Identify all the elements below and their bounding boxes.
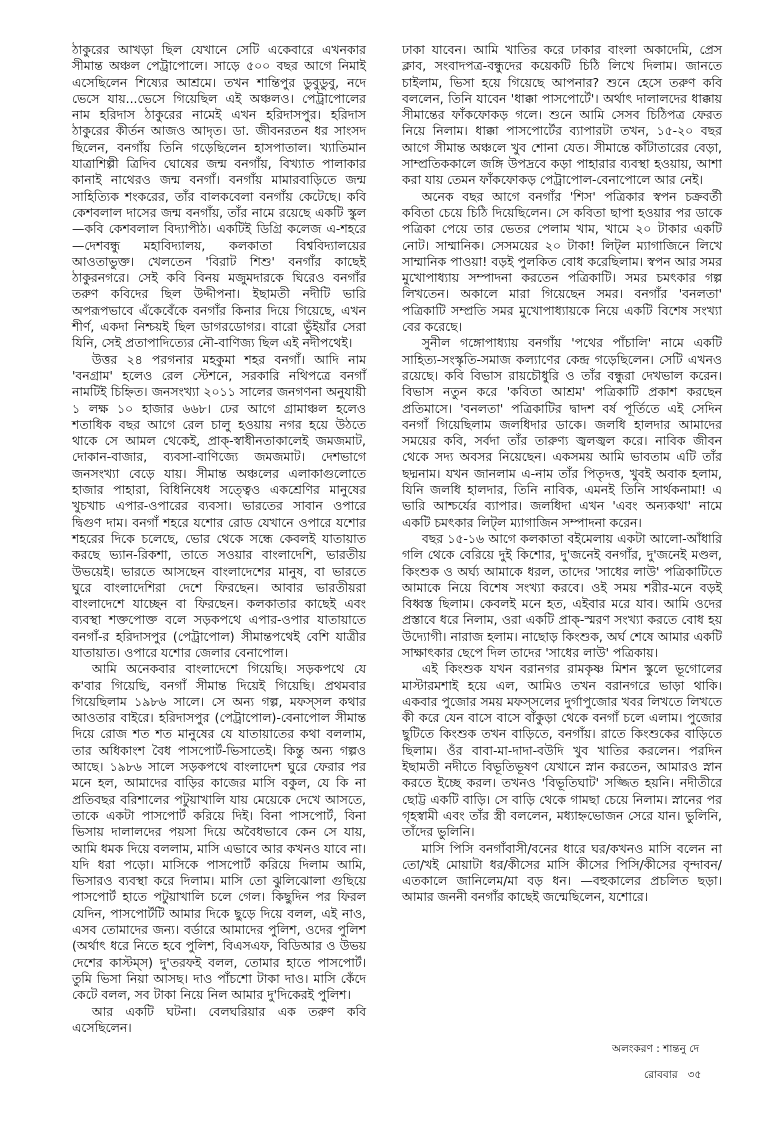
paragraph: আমি অনেকবার বাংলাদেশে গিয়েছি। সড়কপথে যে ক'বার গিয়েছি, বনগাঁ সীমান্ত দিয়েই গিয়েছি। প্রথমবার গিয়েছিলাম ১৯৮৬ সালে। সে অন্য গল্প, মফস্‌সল কথার আওতার বাইরে। হরিদাসপুর (পেট্রাপোল)-বেনাপোল সীমান্ত দিয়ে রোজ শত শত মানুষের যে যাতায়াতের কথা বললাম, তার অধিকাংশ বৈধ পাসপোর্ট-ভিসাতেই। কিন্তু অন্য গল্পও আছে। ১৯৮৬ সালে সড়কপথে বাংলাদেশ ঘুরে ফেরার পর মনে হল, আমাদের বাড়ির কাজের মাসি বকুল, যে কি না প্রতিবছর বরিশালের পটুয়াখালি যায় মেয়েকে দেখে আসতে, তাকে একটা পাসপোর্ট করিয়ে দিই। বিনা পাসপোর্ট, বিনা ভিসায় দালালদের পয়সা দিয়ে অবৈধভাবে কেন সে যায়, আমি ধমক দিয়ে বললাম, মাসি এভাবে আর কখনও যাবে না। যদি ধরা পড়ো। মাসিকে পাসপোর্ট করিয়ে দিলাম আমি, ভিসারও ব্যবস্থা করে দিলাম। মাসি তো ঝুলিঝোলা গুছিয়ে পাসপোর্ট হাতে পটুয়াখালি চলে গেল। কিছুদিন পর ফিরল যেদিন, পাসপোর্টটি আমার দিকে ছুড়ে দিয়ে বলল, এই নাও, এসব তোমাদের জন্য। বর্ডারে আমাদের পুলিশ, ওদের পুলিশ (অর্থাৎ ধরে নিতে হবে পুলিশ, বিএসএফ, বিডিআর ও উভয় দেশের কাস্টম্‌স) দু'তরফই বলল, তোমার হাতে পাসপোর্ট। তুমি ভিসা নিয়া আসছ। দাও পাঁচশো টাকা দাও। মাসি কেঁদে কেটে বলল, সব টাকা নিয়ে নিল আমার দু'দিকেরই পুলিশ।: [72, 661, 366, 1003]
paragraph: এই কিংশুক যখন বরানগর রামকৃষ্ণ মিশন স্কুলে ভূগোলের মাস্টারমশাই হয়ে এল, আমিও তখন বরানগরে ভাড়া থাকি। একবার পুজোর সময় মফস্‌সলের দুর্গাপুজোর খবর লিখতে লিখতে কী করে যেন বাসে বাসে বাঁকুড়া থেকে বনগাঁ চলে এলাম। পুজোর ছুটিতে কিংশুক তখন বাড়িতে, বনগাঁয়। রাতে কিংশুকের বাড়িতে ছিলাম। ওঁর বাবা-মা-দাদা-বউদি খুব খাতির করলেন। পরদিন ইছামতী নদীতে বিভূতিভূষণ যেখানে স্নান করতেন, আমারও স্নান করতে ইচ্ছে করল। তখনও 'বিভূতিঘাট' সজ্জিত হয়নি। নদীতীরে ছোট্ট একটি বাড়ি। সে বাড়ি থেকে গামছা চেয়ে নিলাম। স্নানের পর গৃহস্বামী এবং তাঁর স্ত্রী বললেন, মধ্যাহ্নভোজন সেরে যান। ভুলিনি, তাঁদের ভুলিনি।: [402, 661, 722, 840]
article-column-left: [72, 42, 366, 1036]
paragraph: সুনীল গঙ্গোপাধ্যায় বনগাঁয় 'পথের পাঁচালি' নামে একটি সাহিত্য-সংস্কৃতি-সমাজ কল্যাণের কেন্দ্র গড়েছিলেন। সেটি এখনও রয়েছে। কবি বিভাস রায়চৌধুরি ও তাঁর বন্ধুরা দেখভাল করেন। বিভাস নতুন করে 'কবিতা আশ্রম' পত্রিকাটি প্রকাশ করছেন প্রতিমাসে। 'বনলতা' পত্রিকাটির দ্বাদশ বর্ষ পূর্তিতে এই সেদিন বনগাঁ গিয়েছিলাম জলধিদার ডাকে। জলধি হালদার আমাদের সময়ের কবি, সর্বদা তাঁর তারুণ্য জ্বলজ্বল করে। নাবিক জীবন থেকে সদ্য অবসর নিয়েছেন। একসময় আমি ভাবতাম এটি তাঁর ছদ্মনাম। যখন জানলাম এ-নাম তাঁর পিতৃদত্ত, খুবই অবাক হলাম, যিনি জলধি হালদার, তিনি নাবিক, এমনই তিনি সার্থকনামা! এ ভারি আশ্চর্যের ব্যাপার। জলধিদা এখন 'এবং অন্যকথা' নামে একটি চমৎকার লিট্‌ল ম্যাগাজিন সম্পাদনা করেন।: [402, 335, 722, 530]
paragraph: অনেক বছর আগে বনগাঁর 'শিস' পত্রিকার স্বপন চক্রবর্তী কবিতা চেয়ে চিঠি দিয়েছিলেন। সে কবিতা ছাপা হওয়ার পর ডাকে পত্রিকা পেয়ে তার ভেতর পেলাম খাম, খামে ২০ টাকার একটি নোট। সাম্মানিক। সেসময়ের ২০ টাকা! লিট্‌ল ম্যাগাজিনে লিখে সাম্মানিক পাওয়া! বড়ই পুলকিত বোধ করেছিলাম। স্বপন আর সমর মুখোপাধ্যায় সম্পাদনা করতেন পত্রিকাটি। সমর চমৎকার গল্প লিখতেন। অকালে মারা গিয়েছেন সমর। বনগাঁর 'বনলতা' পত্রিকাটি সম্প্রতি সমর মুখোপাধ্যায়কে নিয়ে একটি বিশেষ সংখ্যা বের করেছে।: [402, 188, 722, 335]
paragraph: মাসি পিসি বনগাঁবাসী/বনের ধারে ঘর/কখনও মাসি বলেন না তো/খই মোয়াটা ধর/কীসের মাসি কীসের পিসি/কীসের বৃন্দাবন/এতকালে জানিলেম/মা বড় ধন। —বহুকালের প্রচলিত ছড়া। আমার জননী বনগাঁর কাছেই জন্মেছিলেন, যশোরে।: [402, 840, 722, 905]
magazine-name: রোববার: [644, 1069, 678, 1081]
paragraph: বছর ১৫-১৬ আগে কলকাতা বইমেলায় একটা আলো-আঁধারি গলি থেকে বেরিয়ে দুই কিশোর, দু'জনেই বনগাঁর, দু'জনেই মণ্ডল, কিংশুক ও অর্ঘ্য আমাকে ধরল, তাদের 'সাধের লাউ' পত্রিকাটিতে আমাকে নিয়ে বিশেষ সংখ্যা করবে। ওই সময় শরীর-মনে বড়ই বিধ্বস্ত ছিলাম। কেবলই মনে হত, এইবার মরে যাব। আমি ওদের প্রস্তাবে ধরে নিলাম, ওরা একটি প্রাক্-স্মরণ সংখ্যা করতে বোধ হয় উদ্যোগী। নারাজ হলাম। নাছোড় কিংশুক, অর্ঘ শেষে আমার একটি সাক্ষাৎকার ছেপে দিল তাদের 'সাধের লাউ' পত্রিকায়।: [402, 530, 722, 660]
page-number: ৩৫: [687, 1069, 702, 1081]
illustration-credit: অলংকরণ : শান্তনু দে: [612, 1043, 699, 1055]
page-footer: [644, 1068, 701, 1085]
paragraph: ঠাকুরের আখড়া ছিল যেখানে সেটি একেবারে এখনকার সীমান্ত অঞ্চল পেট্রাপোলে। সাড়ে ৫০০ বছর আগে নিমাই এসেছিলেন শিষ্যের আশ্রমে। তখন শান্তিপুর ডুবুডুবু, নদে ভেসে যায়...ভেসে গিয়েছিল এই অঞ্চলও। পেট্রাপোলের নাম হরিদাস ঠাকুরের নামেই এখন হরিদাসপুর। হরিদাস ঠাকুরের কীর্তন আজও আদৃত। ডা. জীবনরতন ধর সাংসদ ছিলেন, বনগাঁয় তিনি গড়েছিলেন হাসপাতাল। খ্যাতিমান যাত্রাশিল্পী ত্রিদিব ঘোষের জন্ম বনগাঁয়, বিখ্যাত পালাকার কানাই নাথেরও জন্ম বনগাঁ। বনগাঁয় মামারবাড়িতে জন্ম সাহিত্যিক শংকরের, তাঁর বালকবেলা বনগাঁয় কেটেছে। কবি কেশবলাল দাসের জন্ম বনগাঁয়, তাঁর নামে রয়েছে একটি স্কুল—কবি কেশবলাল বিদ্যাপীঠ। একটিই ডিগ্রি কলেজ এ-শহরে—দেশবন্ধু মহাবিদ্যালয়, কলকাতা বিশ্ববিদ্যালয়ের আওতাভুক্ত। খেলতেন 'বিরাট শিশু' বনগাঁর কাছেই ঠাকুরনগরে। সেই কবি বিনয় মজুমদারকে ঘিরেও বনগাঁর তরুণ কবিদের ছিল উদ্দীপনা। ইছামতী নদীটি ভারি অপরূপভাবে এঁকেবেঁকে বনগাঁর কিনার দিয়ে গিয়েছে, এখন শীর্ণ, একদা নিশ্চয়ই ছিল ডাগরডোগর। বারো ভুঁইয়াঁর সেরা যিনি, সেই প্রতাপাদিত্যের নৌ-বাণিজ্য ছিল এই নদীপথেই।: [72, 42, 366, 351]
paragraph: ঢাকা যাবেন। আমি খাতির করে ঢাকার বাংলা অকাদেমি, প্রেস ক্লাব, সংবাদপত্র-বন্ধুদের কয়েকটি চিঠি লিখে দিলাম। জানতে চাইলাম, ভিসা হয়ে গিয়েছে আপনার? শুনে হেসে তরুণ কবি বললেন, তিনি যাবেন 'ধাক্কা পাসপোর্টে'। অর্থাৎ দালালদের ধাক্কায় সীমান্তের ফাঁকফোকড় গলে। শুনে আমি সেসব চিঠিপত্র ফেরত নিয়ে নিলাম। ধাক্কা পাসপোর্টের ব্যাপারটা তখন, ১৫-২০ বছর আগে সীমান্ত অঞ্চলে খুব শোনা যেত। সীমান্তে কাঁটাতারের বেড়া, সাম্প্রতিককালে জঙ্গি উপদ্রবে কড়া পাহারার ব্যবস্থা হওয়ায়, আশা করা যায় তেমন ফাঁকফোকড় পেট্রাপোল-বেনাপোলে আর নেই।: [402, 42, 722, 188]
paragraph: আর একটি ঘটনা। বেলঘরিয়ার এক তরুণ কবি এসেছিলেন।: [72, 1003, 366, 1035]
article-column-right: [402, 42, 722, 906]
paragraph: উত্তর ২৪ পরগনার মহকুমা শহর বনগাঁ। আদি নাম 'বনগ্রাম' হলেও রেল স্টেশনে, সরকারি নথিপত্রে বনগাঁ নামটিই চিহ্নিত। জনসংখ্যা ২০১১ সালের জনগণনা অনুযায়ী ১ লক্ষ ১০ হাজার ৬৬৮। ঢের আগে গ্রামাঞ্চল হলেও শতাধিক বছর আগে রেল চালু হওয়ায় নগর হয়ে উঠতে থাকে সে আমল থেকেই, প্রাক্-স্বাধীনতাকালেই জমজমাট, দোকান-বাজার, ব্যবসা-বাণিজ্যে জমজমাট। দেশভাগে জনসংখ্যা বেড়ে যায়। সীমান্ত অঞ্চলের এলাকাগুলোতে হাজার পাহারা, বিধিনিষেধ সত্ত্বেও একশ্রেণির মানুষের খুচখাচ এপার-ওপারের ব্যবসা। ভারতের সাবান ওপারে দ্বিগুণ দাম। বনগাঁ শহরে যশোর রোড যেখানে ওপারে যশোর শহরের দিকে চলেছে, ভোর থেকে সন্ধে কেবলই যাতায়াত করছে ভ্যান-রিকশা, তাতে সওয়ার বাংলাদেশি, ভারতীয় উভয়েই। ভারতে আসছেন বাংলাদেশের মানুষ, বা ভারতে ঘুরে বাংলাদেশিরা দেশে ফিরছেন। আবার ভারতীয়রা বাংলাদেশে যাচ্ছেন বা ফিরছেন। কলকাতার কাছেই এবং ব্যবস্থা শক্তপোক্ত বলে সড়কপথে এপার-ওপার যাতায়াতে বনগাঁ-র হরিদাসপুর (পেট্রাপোল) সীমান্তপথেই বেশি যাত্রীর যাতায়াত। ওপারে যশোর জেলার বেনাপোল।: [72, 351, 366, 660]
